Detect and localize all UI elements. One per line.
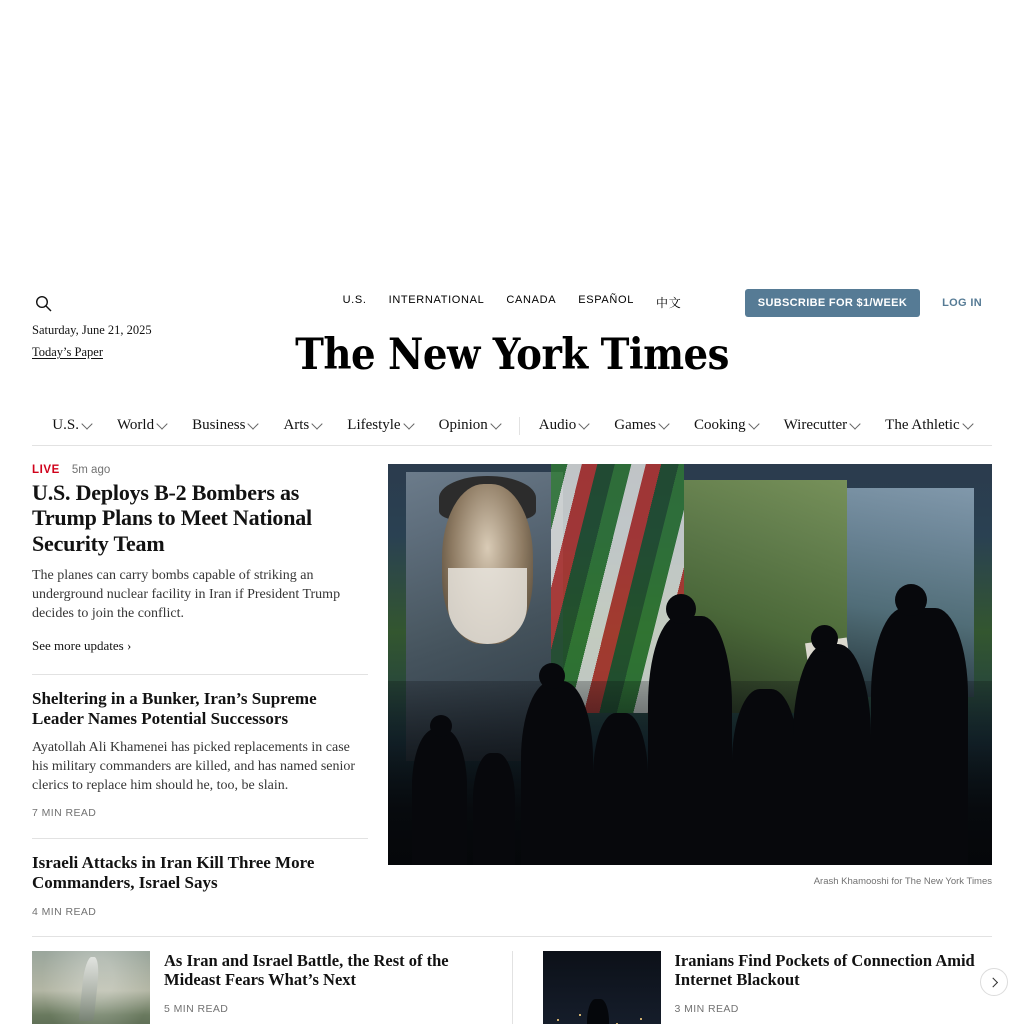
- chevron-down-icon: [962, 418, 973, 429]
- chevron-down-icon: [748, 418, 759, 429]
- nav-label: Wirecutter: [783, 417, 848, 433]
- strip-thumbnail[interactable]: [543, 951, 661, 1024]
- story-item-1: [32, 689, 368, 819]
- utility-bar: [0, 278, 1024, 328]
- hero-photo[interactable]: [388, 464, 992, 865]
- nav-label: The Athletic: [885, 417, 960, 433]
- see-more-updates-link[interactable]: See more updates ›: [32, 637, 132, 653]
- nav-label: U.S.: [52, 417, 79, 433]
- divider: [32, 838, 368, 839]
- nav-item-business[interactable]: [179, 417, 270, 434]
- strip-item-1: [32, 951, 482, 1024]
- chevron-right-icon: [988, 977, 998, 987]
- story-readtime: 7 MIN READ: [32, 806, 97, 819]
- nav-item-audio[interactable]: [526, 417, 602, 434]
- nav-label: Arts: [283, 417, 310, 433]
- strip-item-2: [512, 951, 993, 1024]
- live-row: [32, 464, 368, 476]
- account-actions: [745, 289, 992, 317]
- story-item-2: [32, 853, 368, 918]
- chevron-down-icon: [156, 418, 167, 429]
- divider: [32, 674, 368, 675]
- nav-item-wirecutter[interactable]: [771, 417, 873, 434]
- story-readtime: 4 MIN READ: [32, 905, 97, 918]
- story-headline[interactable]: Sheltering in a Bunker, Iran’s Supreme Leader Names Potential Successors: [32, 688, 317, 729]
- edition-link-international[interactable]: INTERNATIONAL: [388, 294, 485, 306]
- edition-link-us[interactable]: U.S.: [342, 294, 367, 306]
- nyt-logo[interactable]: The New York Times: [295, 330, 729, 380]
- live-badge: LIVE: [32, 464, 60, 476]
- chevron-down-icon: [849, 418, 860, 429]
- nav-item-the-athletic[interactable]: [872, 417, 985, 434]
- page-top-whitespace: [0, 0, 1024, 278]
- masthead: [0, 323, 1024, 406]
- nav-label: Lifestyle: [347, 417, 401, 433]
- hero-photo-credit: Arash Khamooshi for The New York Times: [813, 876, 992, 887]
- nav-item-lifestyle[interactable]: [334, 417, 425, 434]
- strip-thumbnail[interactable]: [32, 951, 150, 1024]
- nav-item-opinion[interactable]: [426, 417, 513, 434]
- subscribe-button[interactable]: SUBSCRIBE FOR $1/WEEK: [745, 289, 920, 317]
- section-navigation: [32, 406, 992, 446]
- chevron-down-icon: [312, 418, 323, 429]
- strip-text: [164, 951, 482, 1024]
- lede-summary: The planes can carry bombs capable of striking an underground nuclear facility in Iran if President Trump decides to join the conflict.: [32, 567, 341, 621]
- carousel-next-button[interactable]: [980, 968, 1008, 996]
- chevron-down-icon: [248, 418, 259, 429]
- hero-photo-art: [388, 464, 992, 865]
- nav-divider: [519, 417, 520, 435]
- nav-label: World: [116, 417, 155, 433]
- chevron-down-icon: [403, 418, 414, 429]
- right-column: [388, 464, 992, 918]
- strip-headline[interactable]: As Iran and Israel Battle, the Rest of the Mideast Fears What’s Next: [164, 950, 449, 990]
- strip-headline[interactable]: Iranians Find Pockets of Connection Amid Internet Blackout: [674, 950, 975, 990]
- nav-item-cooking[interactable]: [681, 417, 771, 434]
- live-timestamp: 5m ago: [71, 464, 111, 476]
- nav-item-us[interactable]: [39, 417, 104, 434]
- strip-text: [675, 951, 993, 1024]
- edition-link-chinese[interactable]: 中文: [655, 296, 682, 310]
- story-strip: [32, 936, 992, 1024]
- todays-paper-link[interactable]: Today’s Paper: [32, 345, 103, 359]
- strip-readtime: 5 MIN READ: [164, 1003, 229, 1016]
- live-briefing-block: [32, 464, 368, 655]
- story-headline[interactable]: Israeli Attacks in Iran Kill Three More Commanders, Israel Says: [32, 852, 315, 893]
- edition-link-espanol[interactable]: ESPAÑOL: [578, 294, 634, 306]
- nav-label: Business: [192, 417, 246, 433]
- login-button[interactable]: LOG IN: [932, 289, 992, 317]
- nav-label: Cooking: [693, 417, 746, 433]
- left-column: [32, 464, 368, 918]
- chevron-down-icon: [579, 418, 590, 429]
- chevron-down-icon: [490, 418, 501, 429]
- lede-headline[interactable]: U.S. Deploys B-2 Bombers as Trump Plans to Meet National Security Team: [32, 480, 312, 556]
- search-icon[interactable]: [32, 292, 54, 314]
- nav-item-games[interactable]: [601, 417, 681, 434]
- edition-link-canada[interactable]: CANADA: [506, 294, 557, 306]
- nav-label: Opinion: [438, 417, 488, 433]
- chevron-down-icon: [658, 418, 669, 429]
- story-summary: Ayatollah Ali Khamenei has picked replacements in case his military commanders are killed, and has named senior clerics to replace him should he, too, be slain.: [32, 739, 356, 793]
- nav-label: Games: [614, 417, 656, 433]
- nav-item-arts[interactable]: [270, 417, 334, 434]
- strip-readtime: 3 MIN READ: [674, 1003, 739, 1016]
- current-date: Saturday, June 21, 2025: [32, 323, 152, 337]
- nav-item-world[interactable]: [104, 417, 179, 434]
- chevron-down-icon: [81, 418, 92, 429]
- date-block: [32, 320, 152, 361]
- main-content: [0, 446, 1024, 918]
- nav-label: Audio: [538, 417, 577, 433]
